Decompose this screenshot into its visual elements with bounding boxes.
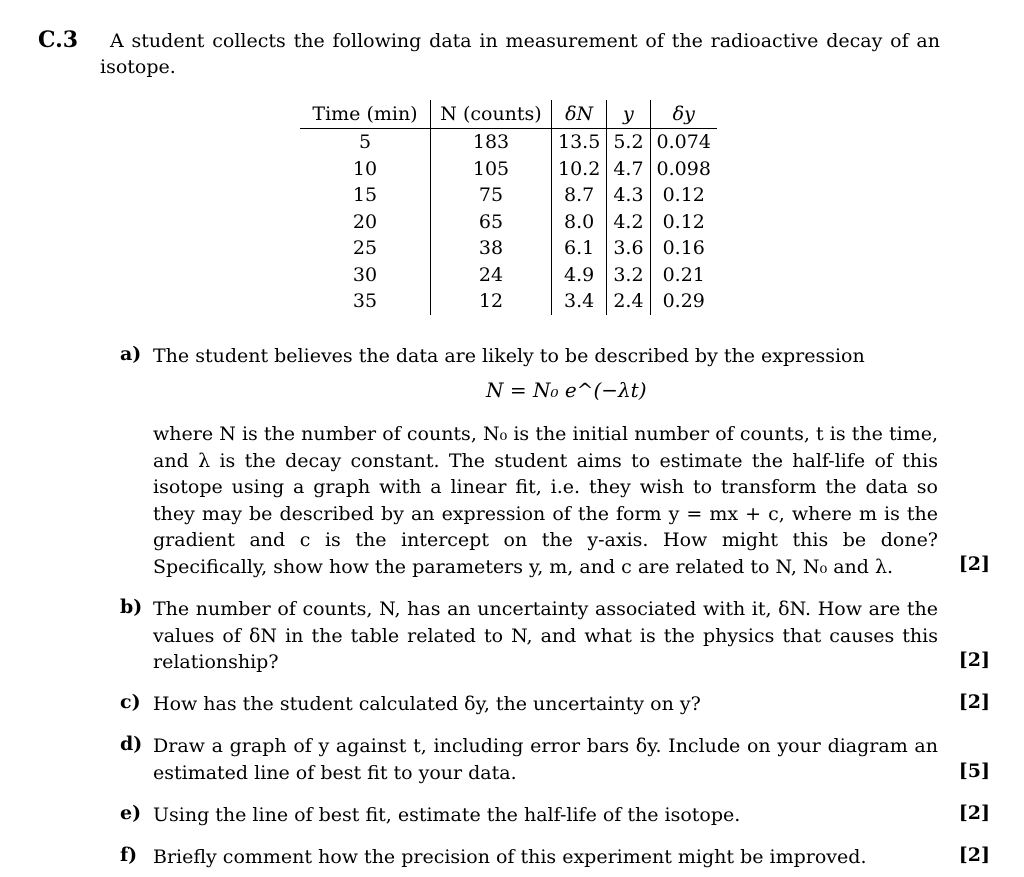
cell-time: 15 <box>352 184 378 207</box>
part-f-text: Briefly comment how the precision of this experiment might be improved. <box>153 846 867 868</box>
table-header-row <box>300 100 717 129</box>
table-row <box>300 288 717 315</box>
cell-delta-n: 10.2 <box>552 156 607 183</box>
part-f-marks: [2] <box>958 844 990 866</box>
cell-y: 4.3 <box>607 182 650 209</box>
cell-delta-n: 13.5 <box>552 129 607 156</box>
part-e-text: Using the line of best fit, estimate the half-life of the isotope. <box>153 804 741 826</box>
part-b <box>120 596 1000 676</box>
part-d-text: Draw a graph of y against t, including error bars δy. Include on your diagram an estimated line of best fit to your data. <box>153 735 938 784</box>
cell-y: 3.6 <box>607 235 650 262</box>
header-time: Time (min) <box>300 100 431 129</box>
part-b-marks: [2] <box>958 649 990 671</box>
part-d-marks: [5] <box>958 760 990 782</box>
question-number: C.3 <box>38 27 79 53</box>
part-e-marks: [2] <box>958 802 990 824</box>
part-a-intro: The student believes the data are likely to be described by the expression <box>153 345 865 367</box>
cell-y: 4.2 <box>607 209 650 236</box>
part-f-label: f) <box>120 844 138 866</box>
part-a-marks: [2] <box>958 553 990 575</box>
cell-delta-y: 0.12 <box>650 209 717 236</box>
cell-time: 25 <box>352 237 378 260</box>
header-delta-n: δN <box>552 100 607 129</box>
cell-delta-y: 0.12 <box>650 182 717 209</box>
table-row <box>300 182 717 209</box>
cell-time: 20 <box>352 210 378 233</box>
table-row <box>300 129 717 156</box>
cell-time: 35 <box>352 290 378 313</box>
cell-delta-n: 4.9 <box>552 262 607 289</box>
cell-delta-n: 6.1 <box>552 235 607 262</box>
header-counts: N (counts) <box>431 100 552 129</box>
cell-y: 5.2 <box>607 129 650 156</box>
part-b-label: b) <box>120 596 143 618</box>
cell-counts: 38 <box>431 235 552 262</box>
part-c-marks: [2] <box>958 691 990 713</box>
part-d-label: d) <box>120 733 143 755</box>
cell-delta-n: 8.7 <box>552 182 607 209</box>
cell-time: 30 <box>352 263 378 286</box>
cell-delta-n: 8.0 <box>552 209 607 236</box>
cell-delta-y: 0.21 <box>650 262 717 289</box>
cell-time: 5 <box>358 131 372 154</box>
cell-time: 10 <box>352 157 378 180</box>
cell-delta-n: 3.4 <box>552 288 607 315</box>
part-c <box>120 691 1000 721</box>
part-e-label: e) <box>120 802 142 824</box>
table-row <box>300 156 717 183</box>
part-b-text: The number of counts, N, has an uncertainty associated with it, δN. How are the values of δN in the table related to N, and what is the physics that causes this relationship? <box>153 598 938 673</box>
cell-counts: 183 <box>431 129 552 156</box>
header-y: y <box>607 100 650 129</box>
table-row <box>300 235 717 262</box>
cell-counts: 24 <box>431 262 552 289</box>
cell-counts: 75 <box>431 182 552 209</box>
part-d <box>120 733 1000 789</box>
cell-counts: 65 <box>431 209 552 236</box>
part-e <box>120 802 1000 832</box>
data-table <box>300 100 717 315</box>
cell-delta-y: 0.29 <box>650 288 717 315</box>
table-row <box>300 262 717 289</box>
cell-y: 2.4 <box>607 288 650 315</box>
cell-y: 3.2 <box>607 262 650 289</box>
part-a-label: a) <box>120 343 142 365</box>
cell-delta-y: 0.16 <box>650 235 717 262</box>
table-row <box>300 209 717 236</box>
part-a-text: where N is the number of counts, N₀ is the initial number of counts, t is the time, and λ is the decay constant. The student aims to estimate the half-life of this isotope using a graph with a linear fit, i.e. they wish to transform the data so they may be described by an expression of the form y = mx + c, where m is the gradient and c is the intercept on the y-axis. How might this be done? Specifically, show how the parameters y, m, and c are related to N, N₀ and λ. <box>153 423 938 578</box>
part-f <box>120 844 1000 874</box>
cell-counts: 105 <box>431 156 552 183</box>
cell-counts: 12 <box>431 288 552 315</box>
cell-delta-y: 0.098 <box>650 156 717 183</box>
header-delta-y: δy <box>650 100 717 129</box>
part-c-label: c) <box>120 691 141 713</box>
decay-equation: N = N₀ e^(−λt) <box>486 378 647 402</box>
part-c-text: How has the student calculated δy, the uncertainty on y? <box>153 693 701 715</box>
cell-y: 4.7 <box>607 156 650 183</box>
question-intro: A student collects the following data in measurement of the radioactive decay of an isotope. <box>100 30 940 78</box>
cell-delta-y: 0.074 <box>650 129 717 156</box>
